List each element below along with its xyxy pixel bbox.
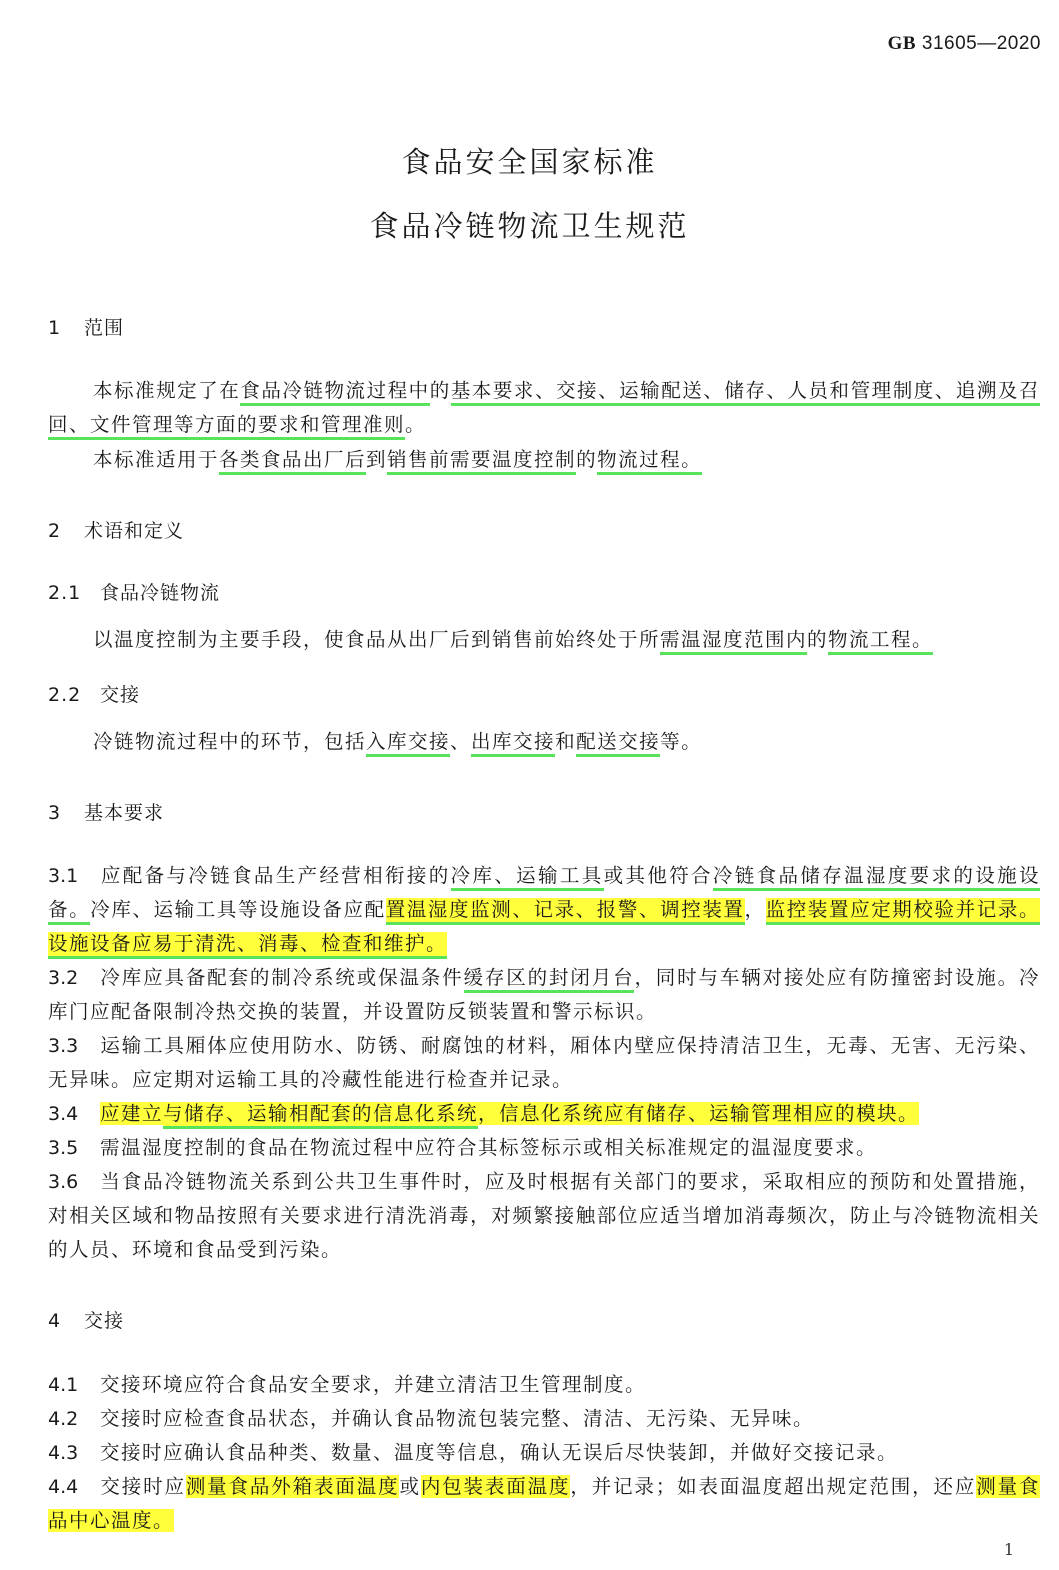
item-3-4 [48, 1097, 1040, 1131]
page-number: 1 [1003, 1540, 1014, 1559]
annotation-highlight: 测量食品中心温度。 [48, 1475, 1040, 1532]
standard-number [888, 33, 1041, 55]
annotation-underline: 食品冷链物流过程中 [240, 379, 429, 406]
annotation-underline: 各类食品出厂后 [219, 448, 366, 475]
annotation-underline: 基本要求、交接、运输配送、储存、人员和管理制度、追溯及召回、文件管理等方面的要求和管理准则 [48, 379, 1040, 440]
definition-2-2: 冷链物流过程中的环节，包括入库交接、出库交接和配送交接等。 [48, 725, 1040, 759]
annotation-underline: 冷链食品储存温湿度要求的设施设备。 [48, 864, 1040, 925]
item-number: 4.1 [48, 1374, 79, 1396]
item-3-2: 3.2 冷库应具备配套的制冷系统或保温条件缓存区的封闭月台，同时与车辆对接处应有防撞密封设施。冷库门应配备限制冷热交换的装置，并设置防反锁装置和警示标识。 [48, 961, 1040, 1029]
item-4-2: 4.2 交接时应检查食品状态，并确认食品物流包装完整、清洁、无污染、无异味。 [48, 1402, 1040, 1436]
annotation-highlight: 测量食品外箱表面温度 [185, 1475, 400, 1498]
annotation-underline: 冷库、运输工具 [451, 864, 604, 891]
annotation-highlight: 与储存、运输相配套的信息化系统 [163, 1102, 478, 1129]
item-number: 3.1 [48, 865, 79, 887]
section-3-heading: 3 基本要求 [48, 802, 165, 824]
annotation-underline: 物流过程。 [597, 448, 702, 475]
item-3-6: 3.6 当食品冷链物流关系到公共卫生事件时，应及时根据有关部门的要求，采取相应的预防和处置措施，对相关区域和物品按照有关要求进行清洗消毒，对频繁接触部位应适当增加消毒频次，防止与冷链物流相关的人员、环境和食品受到污染。 [48, 1165, 1040, 1267]
annotation-highlight: 监控装置应定期校验并记录。设施设备应易于清洗、消毒、检查和维护。 [48, 898, 1040, 959]
item-3-3: 3.3 运输工具厢体应使用防水、防锈、耐腐蚀的材料，厢体内壁应保持清洁卫生，无毒、无害、无污染、无异味。应定期对运输工具的冷藏性能进行检查并记录。 [48, 1029, 1040, 1097]
item-number: 3.4 [48, 1103, 79, 1125]
item-number: 4.4 [48, 1476, 79, 1498]
section-2-1-heading: 2.1 食品冷链物流 [48, 582, 221, 604]
item-3-1: 3.1 应配备与冷链食品生产经营相衔接的冷库、运输工具或其他符合冷链食品储存温湿度要求的设施设备。冷库、运输工具等设施设备应配置温湿度监测、记录、报警、调控装置，监控装置应定期校验并记录。设施设备应易于清洗、消毒、检查和维护。 [48, 859, 1040, 961]
annotation-underline: 物流工程。 [828, 628, 933, 655]
section-2-2-heading: 2.2 交接 [48, 684, 141, 706]
item-number: 4.3 [48, 1442, 79, 1464]
annotation-underline: 出库交接 [471, 730, 555, 757]
annotation-underline: 需温湿度范围内 [660, 628, 807, 655]
item-3-5: 3.5 需温湿度控制的食品在物流过程中应符合其标签标示或相关标准规定的温湿度要求。 [48, 1131, 1040, 1165]
annotation-highlight: 应建立 [100, 1102, 164, 1125]
annotation-highlight: 内包装表面温度 [420, 1475, 571, 1498]
scope-paragraph-2: 本标准适用于各类食品出厂后到销售前需要温度控制的物流过程。 [48, 443, 1040, 477]
document-subtitle: 食品冷链物流卫生规范 [369, 209, 690, 243]
annotation-underline: 缓存区的封闭月台 [464, 966, 635, 993]
section-2-heading: 2 术语和定义 [48, 520, 185, 542]
annotation-underline: 配送交接 [576, 730, 660, 757]
item-4-4: 4.4 交接时应测量食品外箱表面温度或内包装表面温度，并记录；如表面温度超出规定范围，还应测量食品中心温度。 [48, 1470, 1040, 1538]
item-number: 4.2 [48, 1408, 79, 1430]
standard-prefix: GB [887, 33, 917, 54]
item-number: 3.2 [48, 967, 79, 989]
annotation-underline: 销售前需要温度控制 [387, 448, 576, 475]
item-number: 3.5 [48, 1137, 79, 1159]
annotation-highlight: ，信息化系统应有储存、运输管理相应的模块。 [478, 1102, 920, 1125]
item-number: 3.6 [48, 1171, 79, 1193]
scope-paragraph-1: 本标准规定了在食品冷链物流过程中的基本要求、交接、运输配送、储存、人员和管理制度、追溯及召回、文件管理等方面的要求和管理准则。 [48, 374, 1040, 442]
annotation-highlight: 置温湿度监测、记录、报警、调控装置 [386, 898, 745, 925]
item-4-1: 4.1 交接环境应符合食品安全要求，并建立清洁卫生管理制度。 [48, 1368, 1040, 1402]
definition-2-1: 以温度控制为主要手段，使食品从出厂后到销售前始终处于所需温湿度范围内的物流工程。 [48, 623, 1040, 657]
document-title: 食品安全国家标准 [401, 145, 658, 179]
annotation-underline: 入库交接 [366, 730, 450, 757]
standard-code: 31605—2020 [921, 33, 1041, 54]
item-4-3: 4.3 交接时应确认食品种类、数量、温度等信息，确认无误后尽快装卸，并做好交接记录。 [48, 1436, 1040, 1470]
section-4-heading: 4 交接 [48, 1310, 125, 1332]
section-1-heading: 1 范围 [48, 317, 125, 339]
item-number: 3.3 [48, 1035, 79, 1057]
